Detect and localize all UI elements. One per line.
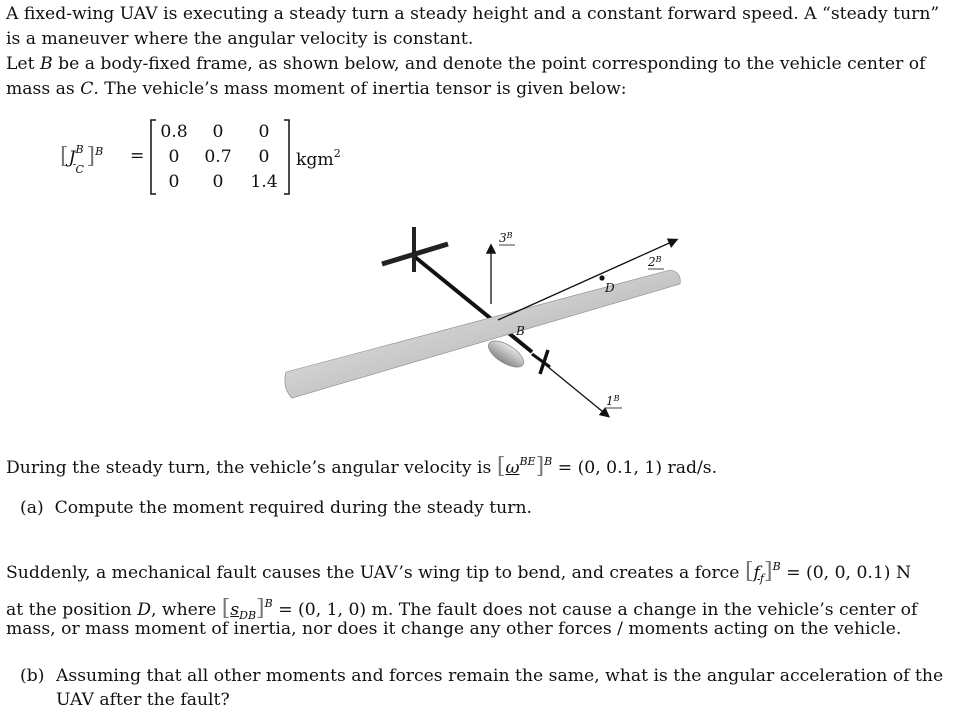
part-b-line-1: Assuming that all other moments and forces remain the same, what is the angular acceleration of the (56, 666, 944, 686)
point-D-marker (599, 275, 604, 280)
matrix-cell: 0.7 (204, 147, 232, 167)
matrix-cell: 0.8 (160, 122, 188, 142)
axis-1-arrow (542, 362, 608, 416)
omega-symbol: ω (505, 458, 520, 478)
matrix-cell: 0 (258, 122, 270, 142)
inertia-frame: B (95, 145, 104, 158)
axis-3-label: $3^B$ (499, 231, 513, 245)
fault-line-3: mass, or mass moment of inertia, nor does it change any other forces / moments acting on the vehicle. (6, 619, 902, 639)
position-symbol: s (230, 600, 240, 620)
fault-line-2: at the position D, where $[s_{DB}]^B = (0$, 1, 0) m. The fault does not cause a change in the vehicle’s center of (6, 596, 918, 622)
inertia-unit: kgm$^2$ (296, 147, 341, 170)
inertia-equation (60, 118, 360, 200)
point-symbol-C: C (80, 79, 94, 99)
uav-figure (270, 222, 700, 422)
matrix-cell: 0 (258, 147, 270, 167)
part-b-label: (b) (20, 666, 45, 686)
part-a (20, 496, 532, 521)
part-a-label: (a) (20, 498, 44, 518)
inertia-symbol: J (68, 148, 76, 168)
fault-line-1: Suddenly, a mechanical fault causes the UAV’s wing tip to bend, and creates a force $[f_f]^B = (0$, 0, 0.1) N (6, 559, 911, 585)
inertia-lhs: [J B C ]$^B$ (60, 140, 103, 171)
equals-sign: = (130, 146, 145, 166)
matrix-cell: 0 (168, 172, 180, 192)
part-a-text: Compute the moment required during the steady turn. (54, 498, 532, 518)
uav-diagram (270, 222, 700, 422)
angular-velocity-line: During the steady turn, the vehicle’s angular velocity is $[\omega^{BE}]^B = (0$, 0.1, 1) rad/s. (6, 454, 718, 479)
frame-symbol-B: B (39, 54, 53, 74)
axis-1-label: $1^B$ (606, 394, 620, 408)
axis-2-label: $2^B$ (648, 255, 662, 269)
part-b-line-2: UAV after the fault? (56, 690, 230, 710)
point-D-label: D (605, 281, 615, 295)
force-symbol: f (753, 563, 760, 583)
point-B-label: B (516, 324, 525, 338)
wing (285, 270, 680, 398)
intro-line-2: is a maneuver where the angular velocity is constant. (6, 29, 474, 49)
matrix-cell: 0 (168, 147, 180, 167)
point-symbol-D: D (137, 600, 151, 620)
intro-line-1: A fixed-wing UAV is executing a steady turn a steady height and a constant forward speed. A “steady turn” (6, 4, 940, 24)
inertia-sup: B (75, 143, 84, 156)
matrix-cell: 0 (212, 122, 224, 142)
intro-line-4: mass as C. The vehicle’s mass moment of inertia tensor is given below: (6, 79, 627, 99)
intro-line-3: Let B be a body-fixed frame, as shown below, and denote the point corresponding to the vehicle center of (6, 54, 926, 74)
inertia-sub: C (75, 163, 84, 176)
matrix-cell: 0 (212, 172, 224, 192)
matrix-cell: 1.4 (250, 172, 278, 192)
